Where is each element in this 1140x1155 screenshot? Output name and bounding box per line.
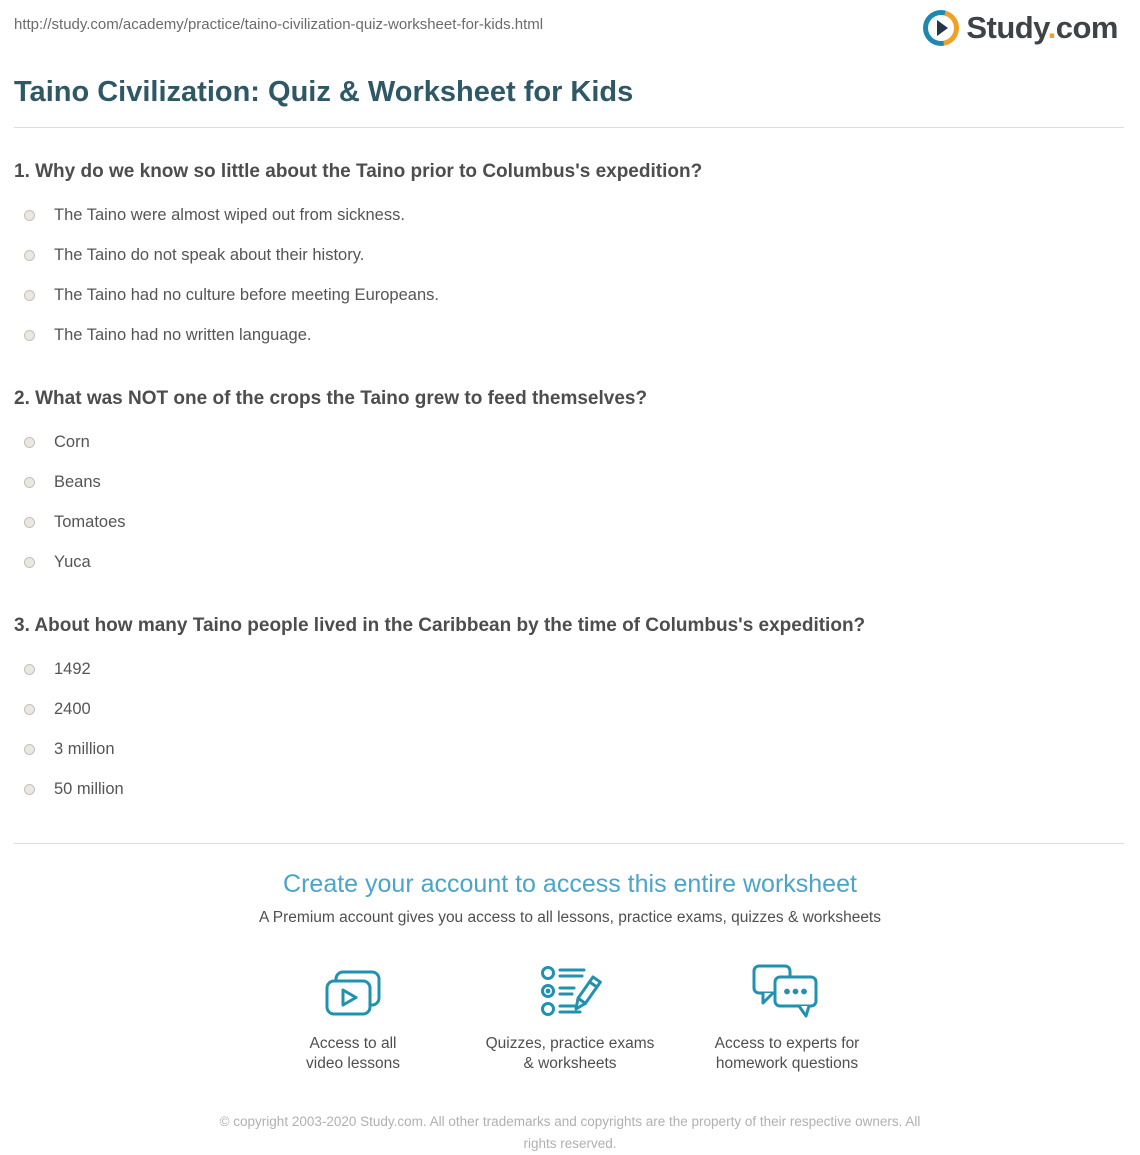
- option-label: Beans: [54, 472, 101, 491]
- top-bar: [0, 0, 1140, 46]
- option-label: The Taino do not speak about their history.: [54, 245, 365, 264]
- cta-subheading: A Premium account gives you access to all lessons, practice exams, quizzes & worksheets: [259, 909, 881, 926]
- radio-button[interactable]: [24, 290, 35, 301]
- question-3-option-3[interactable]: [0, 729, 1140, 769]
- copyright-text: © copyright 2003-2020 Study.com. All other trademarks and copyrights are the property of their respective owners. All rights reserved.: [219, 1113, 921, 1152]
- question-3: [0, 615, 1140, 809]
- radio-button[interactable]: [24, 477, 35, 488]
- question-1-prompt: 1. Why do we know so little about the Taino prior to Columbus's expedition?: [14, 161, 703, 182]
- feature-video-lessons: [245, 963, 462, 1075]
- question-3-option-1[interactable]: [0, 649, 1140, 689]
- question-1-option-3[interactable]: [0, 275, 1140, 315]
- logo-dot: .: [1047, 10, 1056, 45]
- page-url: http://study.com/academy/practice/taino-civilization-quiz-worksheet-for-kids.html: [14, 16, 544, 33]
- title-divider: [14, 127, 1124, 128]
- feature-quizzes-worksheets: [462, 963, 679, 1075]
- radio-button[interactable]: [24, 437, 35, 448]
- quiz-section: [0, 161, 1140, 809]
- studycom-logo-text: Study.com: [966, 10, 1118, 45]
- question-3-option-4[interactable]: [0, 769, 1140, 809]
- studycom-logo[interactable]: [923, 10, 1118, 46]
- radio-button[interactable]: [24, 557, 35, 568]
- question-1-option-1[interactable]: [0, 195, 1140, 235]
- radio-button[interactable]: [24, 517, 35, 528]
- radio-button[interactable]: [24, 744, 35, 755]
- cta-section: [0, 870, 1140, 1075]
- radio-button[interactable]: [24, 250, 35, 261]
- option-label: The Taino had no written language.: [54, 325, 312, 344]
- option-label: 3 million: [54, 739, 115, 758]
- studycom-play-icon: [923, 10, 959, 46]
- option-label: 50 million: [54, 779, 124, 798]
- radio-button[interactable]: [24, 664, 35, 675]
- page-title: Taino Civilization: Quiz & Worksheet for Kids: [14, 76, 634, 108]
- option-label: 1492: [54, 659, 91, 678]
- question-2-option-1[interactable]: [0, 422, 1140, 462]
- video-lessons-icon: [320, 963, 386, 1021]
- option-label: 2400: [54, 699, 91, 718]
- page-footer: [0, 1111, 1140, 1155]
- expert-help-icon: [751, 963, 823, 1021]
- question-3-prompt: 3. About how many Taino people lived in the Caribbean by the time of Columbus's expedition?: [14, 615, 866, 636]
- radio-button[interactable]: [24, 784, 35, 795]
- play-triangle-icon: [937, 20, 948, 36]
- question-2-option-3[interactable]: [0, 502, 1140, 542]
- feature-caption: Quizzes, practice exams & worksheets: [485, 1035, 655, 1073]
- cta-heading: Create your account to access this entire worksheet: [283, 870, 857, 898]
- question-2: [0, 388, 1140, 582]
- feature-expert-help: [679, 963, 896, 1075]
- question-2-prompt: 2. What was NOT one of the crops the Taino grew to feed themselves?: [14, 388, 648, 409]
- feature-caption: Access to all video lessons: [306, 1035, 400, 1073]
- option-label: The Taino had no culture before meeting Europeans.: [54, 285, 439, 304]
- radio-button[interactable]: [24, 210, 35, 221]
- option-label: Tomatoes: [54, 512, 126, 531]
- feature-caption: Access to experts for homework questions: [714, 1035, 860, 1073]
- cta-divider: [14, 843, 1124, 844]
- option-label: Corn: [54, 432, 90, 451]
- feature-list: [0, 963, 1140, 1075]
- question-3-option-2[interactable]: [0, 689, 1140, 729]
- question-1-option-2[interactable]: [0, 235, 1140, 275]
- option-label: The Taino were almost wiped out from sickness.: [54, 205, 405, 224]
- quizzes-worksheets-icon: [537, 963, 603, 1021]
- option-label: Yuca: [54, 552, 91, 571]
- radio-button[interactable]: [24, 704, 35, 715]
- radio-button[interactable]: [24, 330, 35, 341]
- question-2-option-2[interactable]: [0, 462, 1140, 502]
- question-1-option-4[interactable]: [0, 315, 1140, 355]
- question-1: [0, 161, 1140, 355]
- question-2-option-4[interactable]: [0, 542, 1140, 582]
